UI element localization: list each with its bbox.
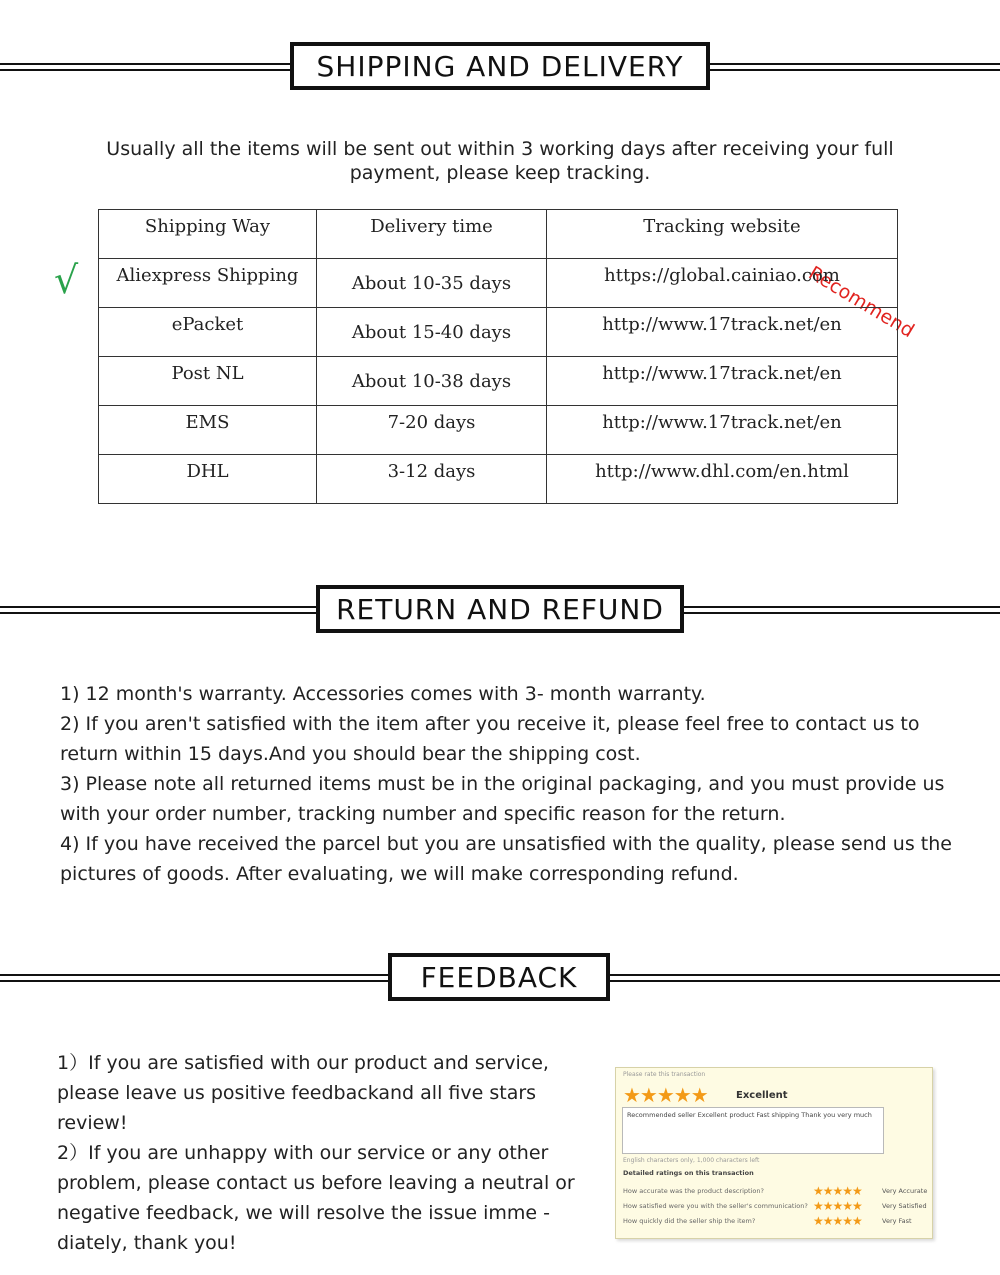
checkmark-icon: √ <box>54 258 79 302</box>
rating-prompt: Please rate this transaction <box>623 1071 706 1078</box>
detailed-rating-row <box>623 1185 928 1197</box>
overall-star-rating-icon: ★★★★★ <box>623 1083 708 1107</box>
header-shipping-way: Shipping Way <box>99 210 317 259</box>
star-rating-icon: ★★★★★ <box>813 1199 862 1213</box>
cell-tracking-website: http://www.17track.net/en <box>547 308 898 357</box>
cell-tracking-website: https://global.cainiao.com <box>547 259 898 308</box>
shipping-intro: Usually all the items will be sent out within 3 working days after receiving your full payment, please keep tracking. <box>106 138 894 184</box>
table-row <box>99 308 898 357</box>
shipping-table <box>98 209 898 504</box>
header-tracking-website: Tracking website <box>547 210 898 259</box>
rating-value: Very Satisfied <box>882 1202 927 1210</box>
return-policy-text <box>60 679 960 889</box>
cell-delivery-time: 7-20 days <box>317 406 547 455</box>
rating-value: Very Fast <box>882 1217 912 1225</box>
star-rating-icon: ★★★★★ <box>813 1214 862 1228</box>
header-delivery-time: Delivery time <box>317 210 547 259</box>
cell-shipping-way: ePacket <box>99 308 317 357</box>
table-row <box>99 259 898 308</box>
return-title: RETURN AND REFUND <box>316 585 684 633</box>
return-item-return-window: 2) If you aren't satisfied with the item after you receive it, please feel free to contact us to return within 15 days.And you should bear the shipping cost. <box>60 713 920 765</box>
feedback-title: FEEDBACK <box>388 953 610 1001</box>
cell-tracking-website: http://www.dhl.com/en.html <box>547 455 898 504</box>
rating-question: How satisfied were you with the seller's communication? <box>623 1202 808 1210</box>
detailed-ratings-title: Detailed ratings on this transaction <box>623 1169 754 1177</box>
feedback-section-header <box>0 953 1000 1007</box>
shipping-section-header <box>0 42 1000 96</box>
recommend-label: Recommend <box>804 262 918 343</box>
table-header-row <box>99 210 898 259</box>
table-row <box>99 455 898 504</box>
cell-tracking-website: http://www.17track.net/en <box>547 406 898 455</box>
cell-shipping-way: Post NL <box>99 357 317 406</box>
overall-rating-label: Excellent <box>736 1090 788 1101</box>
cell-delivery-time: About 10-35 days <box>317 259 547 308</box>
rating-value: Very Accurate <box>882 1187 928 1195</box>
cell-tracking-website: http://www.17track.net/en <box>547 357 898 406</box>
cell-shipping-way: EMS <box>99 406 317 455</box>
table-row <box>99 357 898 406</box>
table-row <box>99 406 898 455</box>
return-item-quality: 4) If you have received the parcel but you are unsatisfied with the quality, please send us the pictures of goods. After evaluating, we will make corresponding refund. <box>60 833 952 885</box>
cell-shipping-way: DHL <box>99 455 317 504</box>
char-limit-note: English characters only, 1,000 characters left <box>623 1157 760 1164</box>
rating-question: How quickly did the seller ship the item? <box>623 1217 756 1225</box>
return-item-packaging: 3) Please note all returned items must be in the original packaging, and you must provide us with your order number, tracking number and specific reason for the return. <box>60 773 945 825</box>
shipping-title: SHIPPING AND DELIVERY <box>290 42 710 90</box>
rating-question: How accurate was the product description? <box>623 1187 764 1195</box>
star-rating-icon: ★★★★★ <box>813 1184 862 1198</box>
feedback-item-unhappy: 2）If you are unhappy with our service or any other problem, please contact us before leaving a neutral or negative feedback, we will resolve the issue imme -diately, thank you! <box>57 1142 575 1254</box>
detailed-rating-row <box>623 1215 928 1227</box>
feedback-sample-screenshot <box>615 1067 933 1239</box>
cell-delivery-time: 3-12 days <box>317 455 547 504</box>
feedback-comment-box: Recommended seller Excellent product Fast shipping Thank you very much <box>622 1107 884 1154</box>
return-section-header <box>0 585 1000 639</box>
cell-shipping-way: Aliexpress Shipping <box>99 259 317 308</box>
feedback-text <box>57 1048 607 1258</box>
cell-delivery-time: About 10-38 days <box>317 357 547 406</box>
feedback-item-satisfied: 1）If you are satisfied with our product and service, please leave us positive feedbackand all five stars review! <box>57 1052 549 1134</box>
cell-delivery-time: About 15-40 days <box>317 308 547 357</box>
return-item-warranty: 1) 12 month's warranty. Accessories comes with 3- month warranty. <box>60 683 706 705</box>
detailed-rating-row <box>623 1200 928 1212</box>
